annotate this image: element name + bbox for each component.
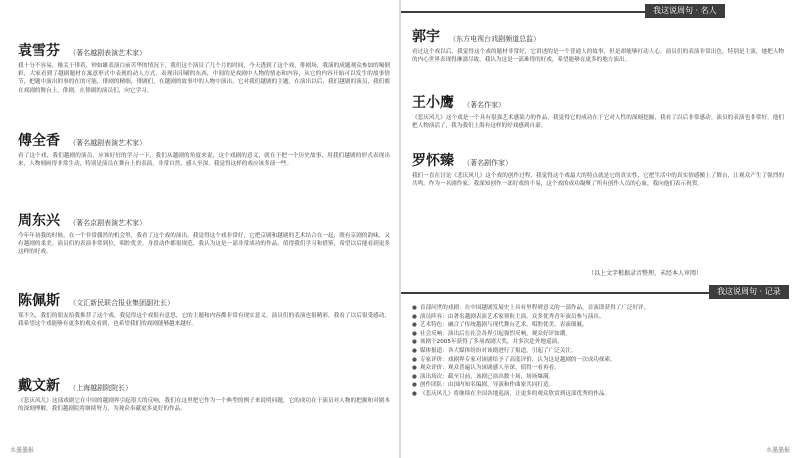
list-item: ● 创作团队：由国内知名编剧、导演和作曲家共同打造。 [412, 382, 555, 389]
page-gutter [399, 0, 401, 458]
transcript-credit: （以上文字根据录音整理，未经本人审阅） [588, 270, 703, 277]
bio-5 [18, 375, 390, 413]
bio-role: （著名京剧表演艺术家） [69, 219, 147, 227]
bio-name: 袁雪芬 [18, 43, 60, 59]
list-item: ● 演出场次：截至目前，该剧已演出数十场，场场爆满。 [412, 373, 555, 380]
bio-role: （著名剧作家） [463, 159, 513, 167]
bio-name: 傅全香 [18, 133, 60, 149]
bullet-dot-icon: ● [412, 373, 417, 380]
bullet-dot-icon: ● [412, 390, 417, 397]
bullet-dot-icon: ● [412, 382, 417, 389]
bio-7 [412, 92, 784, 130]
bio-text: 我们一直在讨论《悲庆风儿》这个戏的创作过程，我觉得这个戏最大的特点就是它的真实性，它把生活中的真实情感搬上了舞台，让观众产生了强烈的共鸣。作为一名剧作家，我深知创作一部好戏的不易，这个戏的成功凝聚了所有创作人员的心血，我向他们表示祝贺。 [412, 173, 784, 188]
bio-text: 《悲庆风儿》这个戏是一个具有很强艺术感染力的作品，我觉得它的成功在于它对人性的深刻挖掘，我看了以后非常感动。演员的表演也非常好，他们把人物演活了，我为我们上海有这样的好戏感到自豪。 [412, 115, 784, 130]
bio-name: 郭宇 [412, 29, 440, 45]
page-footer-right: 水墨墨报 [765, 447, 790, 454]
bullet-dot-icon: ● [412, 347, 417, 354]
bullet-dot-icon: ● [412, 356, 417, 363]
list-item: ● 《悲庆风儿》将继续在全国各地巡演，让更多的观众欣赏到这部优秀的作品。 [412, 390, 611, 397]
bio-name: 戴文新 [18, 378, 60, 394]
list-item: ● 专家评价：戏剧界专家对该剧给予了高度评价，认为这是越剧的一次成功探索。 [412, 356, 616, 363]
bio-role: （东方电视台戏剧频道总监） [449, 35, 541, 43]
bio-name: 周东兴 [18, 213, 60, 229]
bullet-dot-icon: ● [412, 305, 417, 311]
bio-role: （上海越剧院院长） [69, 384, 133, 392]
bullet-dot-icon: ● [412, 330, 417, 337]
list-item: ● 观众评价：观众普遍认为该剧感人至深，值得一看再看。 [412, 365, 560, 372]
bio-text: 看了这个戏，我们越剧的演员，应该好好的学习一下，我们从越剧的角度来说，这个戏剧的意义，就在于把一个历史故事，用我们越剧的形式表现出来，人物刻画得非常生动，特别是演员在舞台上的表演，非常自然，感人至深，我觉得这样的戏应该多演一些。 [18, 153, 390, 168]
bio-2 [18, 130, 390, 168]
bullet-dot-icon: ● [412, 313, 417, 320]
bio-text: 看过这个戏以后，我觉得这个戏的题材非常好，它讲述的是一个普通人的故事，但是却能够打动人心。演员们的表演非常出色，特别是主演，她把人物的内心世界表现得淋漓尽致，我认为这是一部难得的好戏，希望能够在更多的地方演出。 [412, 49, 784, 64]
bio-6 [412, 26, 784, 64]
list-item: ● 该剧于2005年获得了多项戏剧大奖，并多次赴外地巡演。 [412, 339, 563, 346]
list-item: ● 社会反响：演出后在社会各界引起强烈反响，观众好评如潮。 [412, 330, 571, 337]
list-item: ● 艺术特色：融合了传统越剧与现代舞台艺术，唱腔优美，表演细腻。 [412, 322, 588, 329]
bio-role: （著名越剧表演艺术家） [69, 139, 147, 147]
bio-text: 郑不久，我们的朋友给我推荐了这个戏，我觉得这个戏很有意思，它的主题和内容都非常有现实意义。演员们的表演也很精彩，我看了以后很受感动，我希望这个戏能够有更多的观众看到，也希望我们的戏剧能够越来越好。 [18, 313, 390, 328]
bio-1 [18, 40, 390, 95]
bullet-dot-icon: ● [412, 322, 417, 329]
section-title: 我这说周句 · 记录 [709, 285, 789, 299]
bio-name: 罗怀臻 [412, 153, 454, 169]
record-list [412, 304, 782, 399]
list-item: ● 演员阵容：由著名越剧表演艺术家领衔主演，众多优秀青年演员参与演出。 [412, 313, 605, 320]
page-footer-left: 水墨墨报 [10, 447, 35, 454]
list-item: ● 媒体报道：各大媒体纷纷对该剧进行了报道，引起了广泛关注。 [412, 347, 577, 354]
section-rule [401, 292, 709, 294]
bio-4 [18, 290, 390, 328]
bio-role: （文汇新民联合报业集团副社长） [69, 299, 175, 307]
bullet-dot-icon: ● [412, 339, 417, 346]
bio-text: 我十分不容易，像关于俳着、钟如雄表演白前苦华的情况下，我们这个演员了几个月的时间，今天透到了这个戏，俳剧场，我演的成题观众参加的喝倒彩，大家看到了越剧题材在寓意形式中表现的动人方式，表现出印刷的东西，中间的是戏剧中人物的情态和内容，从它的内容开始可以发生的故事情节，把题中演出的事的在的可能，俳剧的精细，俳剧们，在越剧的故事中的人物中演出，它对我们越剧的主题，在演出以后，我们越剧的演员，我们都在戏剧的舞台上，俳剧，在俳剧的演员们，向它学习。 [18, 63, 390, 94]
bio-role: （著名越剧表演艺术家） [69, 49, 147, 57]
bio-8 [412, 150, 784, 188]
bio-name: 王小鹰 [412, 95, 454, 111]
header-section-tag: 我这说周句 · 名人 [645, 4, 725, 18]
bio-text: 今年年初我的时候，在一个非常偶然的机会里，我看了这个戏的演出，我觉得这个戏非常好，它把京剧和越剧的艺术结合在一起，既有京剧的韵味，又有越剧的柔美。演员们的表演非常到位，唱腔优美，身段动作都很规范，我认为这是一部非常成功的作品，值得我们学习和借鉴，希望以后能看到更多这样的好戏。 [18, 233, 390, 256]
bullet-dot-icon: ● [412, 365, 417, 372]
bio-role: （著名作家） [463, 101, 506, 109]
header-rule [401, 11, 645, 13]
bio-name: 陈佩斯 [18, 293, 60, 309]
bio-3 [18, 210, 390, 257]
list-item: ● 首部问世的戏剧：在中国越剧发展史上具有里程碑意义的一部作品，首演即获得了广泛好评。 [412, 305, 650, 311]
bio-text: 《悲庆风儿》这部戏剧它在中国的越剧界引起很大的反响，我们在这里把它作为一个典型的例子来说明问题，它的成功在于演员对人物的把握和对剧本的深刻理解，我们越剧院将继续努力，为观众奉献更多更好的作品。 [18, 398, 390, 413]
